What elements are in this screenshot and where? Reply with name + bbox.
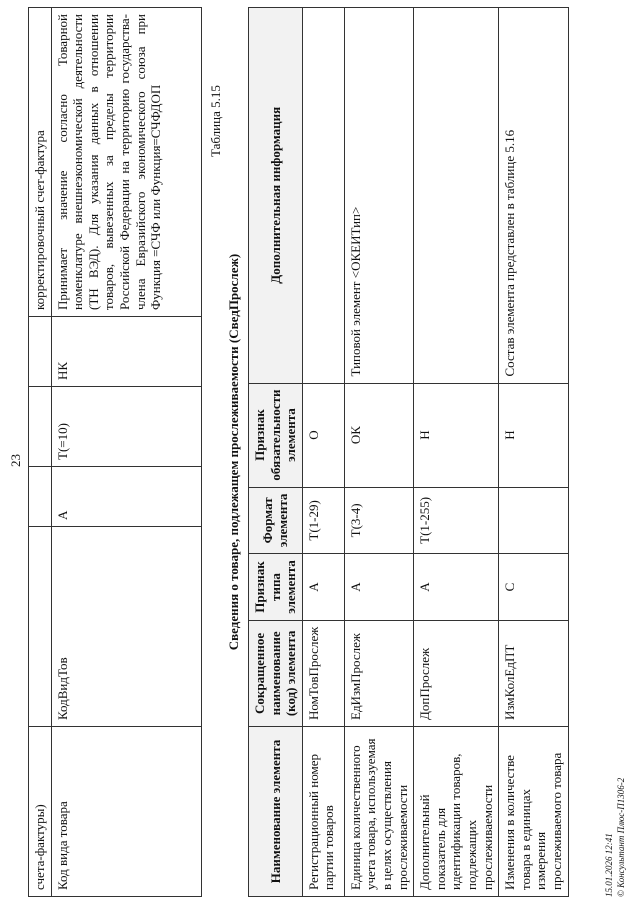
table-cell: А (51, 467, 201, 527)
table-cell: корректировочный счет-фактура (29, 8, 52, 317)
table-cell: Т(=10) (51, 387, 201, 467)
table-cell: О (302, 383, 344, 487)
table-row (344, 8, 413, 897)
table-cell: ДопПрослеж (414, 620, 499, 726)
table-row (414, 8, 499, 897)
stamp-date: 15.01.2026 12:41 (604, 833, 614, 897)
table-cell: Состав элемента представлен в таблице 5.16 (499, 8, 568, 384)
table-cell: Н (414, 383, 499, 487)
table-cell: Т(1-255) (414, 487, 499, 554)
table-row (29, 8, 52, 897)
table-cell (414, 8, 499, 384)
table-row (302, 8, 344, 897)
top-table (28, 7, 202, 897)
table-cell: КодВидТов (51, 527, 201, 727)
table-cell: счета-фактуры) (29, 727, 52, 897)
table-cell: ЕдИзмПрослеж (344, 620, 413, 726)
table-cell: Принимает значение согласно Товарной номенклатуре внешнеэкономической деятельности (ТН ВЭД). Для указания данных в отношении товаров, вывезенных за пределы территории Российской Федерации на территорию государства-члена Евразийского экономического союза при Функция =СЧФ или Функция=СЧФДОП (51, 8, 201, 317)
table-cell: ОК (344, 383, 413, 487)
table-cell: Регистрационный номер партии товаров (302, 727, 344, 897)
table-row (51, 8, 201, 897)
column-header: Сокращенное наименование (код) элемента (249, 620, 303, 726)
stamp-source: © Консультант Плюс-П1306-2 (615, 777, 626, 897)
column-header: Дополнительная информация (249, 8, 303, 384)
table-cell: С (499, 554, 568, 621)
column-header: Признак обязательности элемента (249, 383, 303, 487)
table-cell: Дополнительный показатель для идентификации товаров, подлежащих прослеживаемости (414, 727, 499, 897)
table-cell: Н (499, 383, 568, 487)
main-table (248, 7, 569, 897)
table-cell: Т(1-29) (302, 487, 344, 554)
table-cell: ИзмКолЕдПТ (499, 620, 568, 726)
table-caption: Таблица 5.15 (208, 85, 223, 157)
column-header: Формат элемента (249, 487, 303, 554)
section-title: Сведения о товаре, подлежащем прослеживаемости (СведПрослеж) (226, 253, 241, 651)
table-cell (499, 487, 568, 554)
table-cell: НомТовПрослеж (302, 620, 344, 726)
table-cell (29, 317, 52, 387)
table-cell: А (344, 554, 413, 621)
print-stamp (604, 778, 627, 897)
table-cell (302, 8, 344, 384)
table-cell: НК (51, 317, 201, 387)
table-header-row (249, 8, 303, 897)
table-cell: А (302, 554, 344, 621)
column-header: Признак типа элемента (249, 554, 303, 621)
page-number: 23 (8, 454, 23, 467)
table-cell: Изменения в количестве товара в единицах измерения прослеживаемого товара (499, 727, 568, 897)
table-cell: Код вида товара (51, 727, 201, 897)
table-cell: Типовой элемент <ОКЕИТип> (344, 8, 413, 384)
table-cell: А (414, 554, 499, 621)
table-row (499, 8, 568, 897)
column-header: Наименование элемента (249, 727, 303, 897)
table-cell: Единица количественного учета товара, используемая в целях осуществления прослеживаемости (344, 727, 413, 897)
table-cell: Т(3-4) (344, 487, 413, 554)
table-cell (29, 467, 52, 527)
table-cell (29, 527, 52, 727)
table-cell (29, 387, 52, 467)
